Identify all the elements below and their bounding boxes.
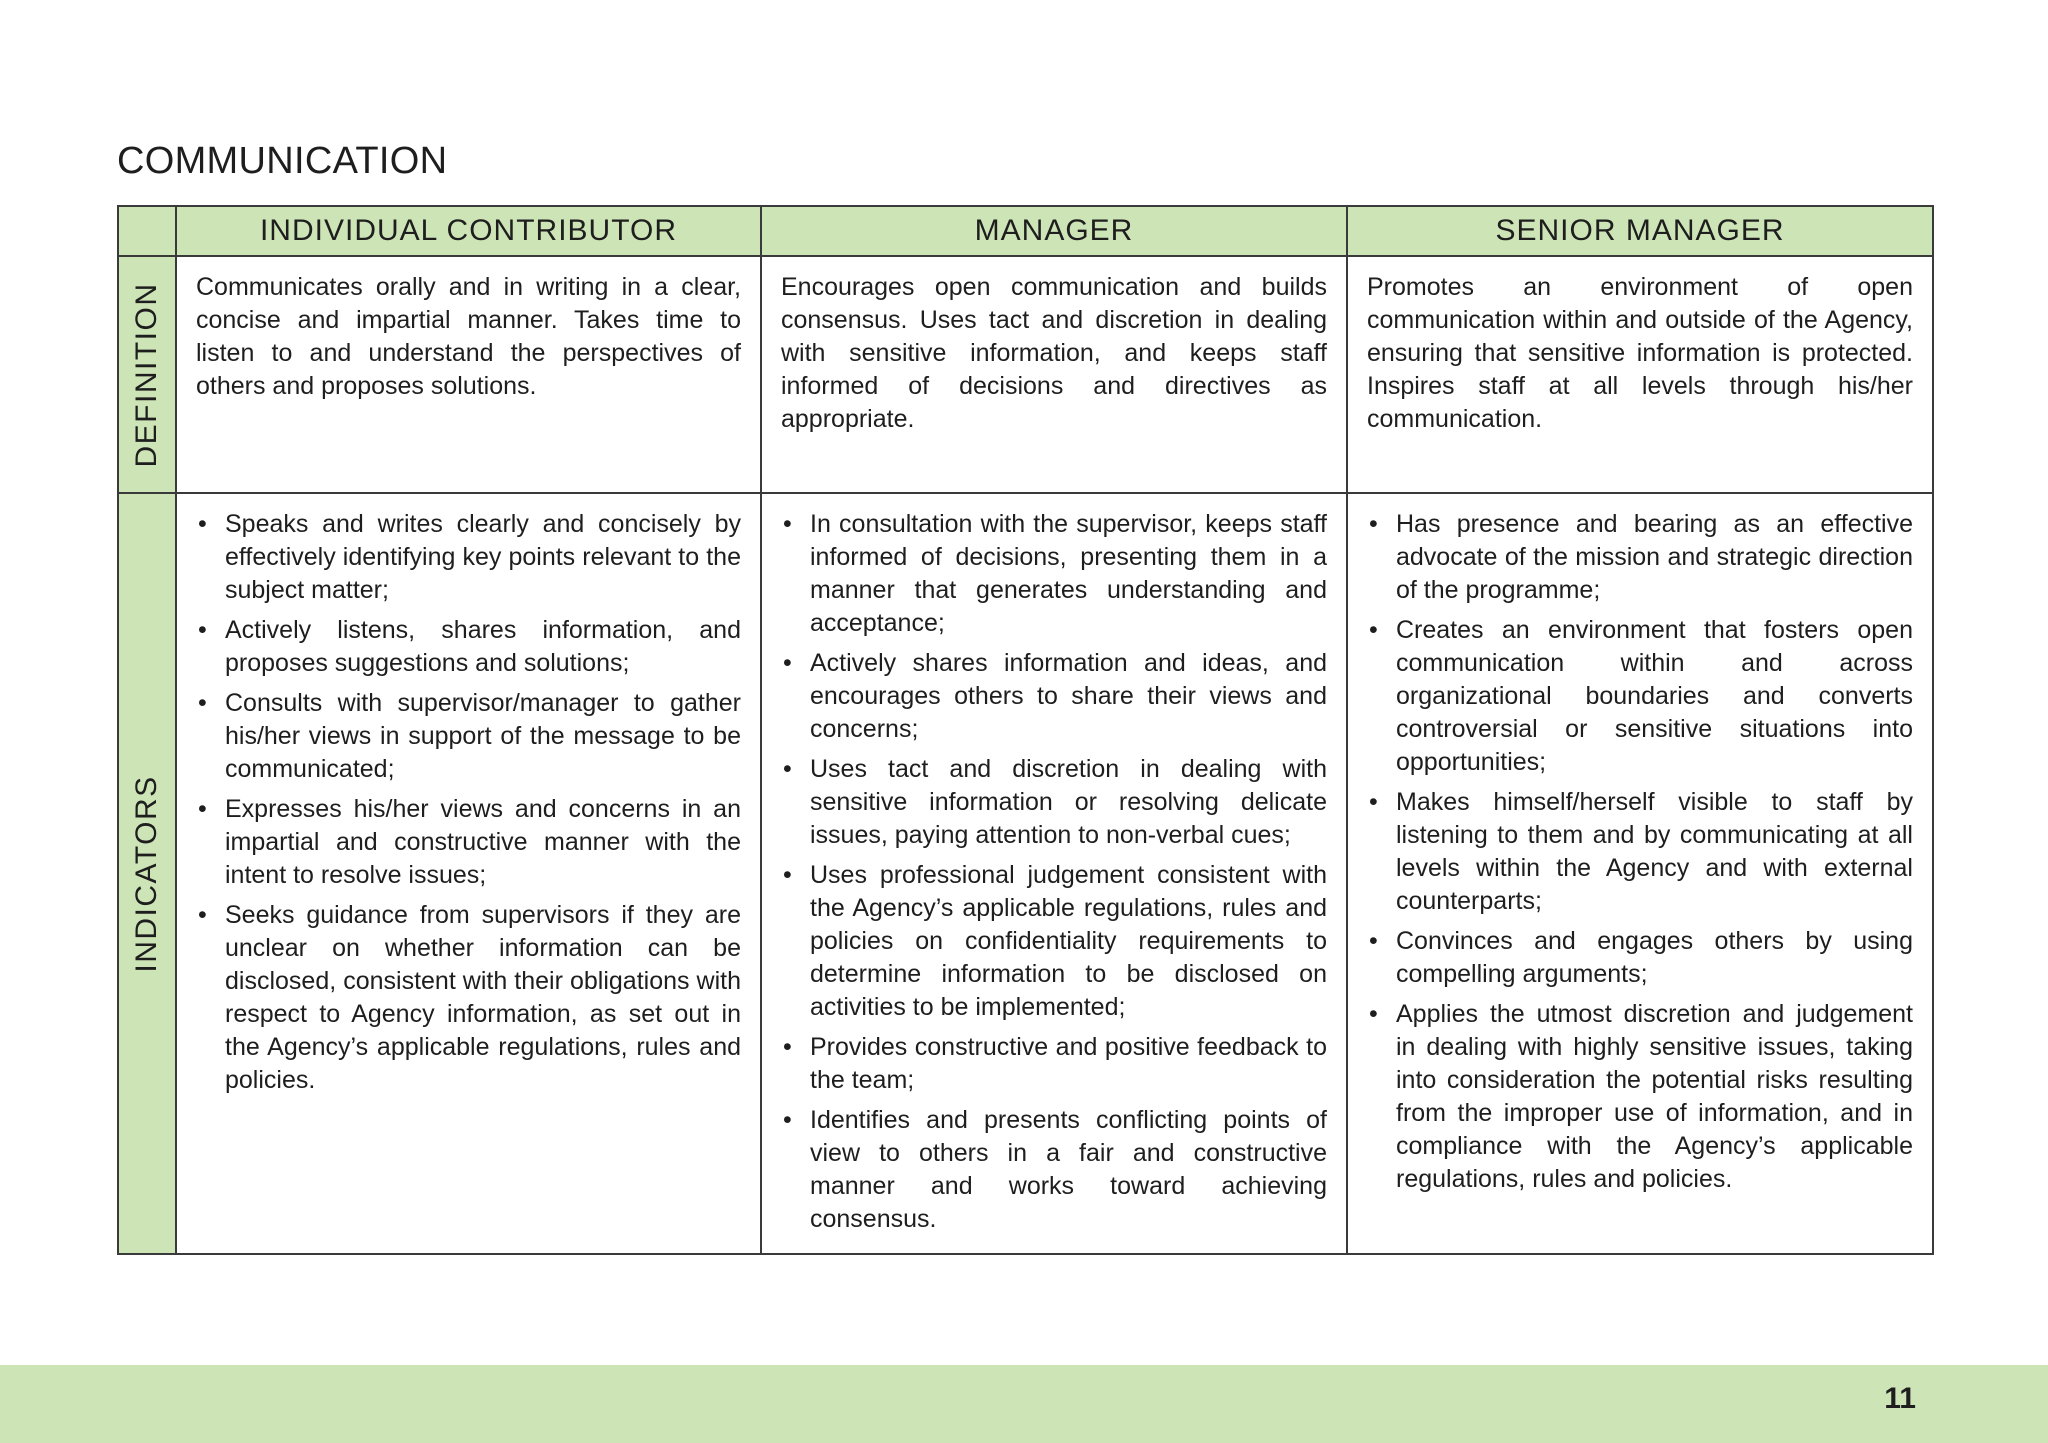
row-label-definition — [118, 256, 176, 493]
indicators-manager — [761, 493, 1347, 1254]
row-label-definition-text: DEFINITION — [130, 282, 163, 467]
indicator-item: • Seeks guidance from supervisors if they are unclear on whether information can be disclosed, consistent with their obligations with respect to Agency information, as set out in the Agency’s applicable regulations, rules and policies. — [196, 899, 741, 1097]
definition-manager — [761, 256, 1347, 493]
indicator-list — [781, 508, 1327, 1236]
indicator-item: • Convinces and engages others by using compelling arguments; — [1367, 925, 1913, 991]
indicators-row — [118, 493, 1933, 1254]
indicator-item: • Applies the utmost discretion and judgement in dealing with highly sensitive issues, taking into consideration the potential risks resulting from the improper use of information, and in compliance with the Agency’s applicable regulations, rules and policies. — [1367, 998, 1913, 1196]
indicator-item: • Consults with supervisor/manager to gather his/her views in support of the message to be communicated; — [196, 687, 741, 786]
indicator-item: • Actively listens, shares information, and proposes suggestions and solutions; — [196, 614, 741, 680]
page-number: 11 — [1884, 1382, 1916, 1415]
definition-row — [118, 256, 1933, 493]
indicators-senior-manager — [1347, 493, 1933, 1254]
indicator-item: • Provides constructive and positive feedback to the team; — [781, 1031, 1327, 1097]
row-label-indicators-text: INDICATORS — [130, 774, 163, 973]
definition-text: Promotes an environment of open communication within and outside of the Agency, ensuring that sensitive information is protected. Inspires staff at all levels through his/her communication. — [1367, 273, 1913, 433]
indicator-item: • Uses tact and discretion in dealing with sensitive information or resolving delicate issues, paying attention to non-verbal cues; — [781, 753, 1327, 852]
definition-individual-contributor — [176, 256, 761, 493]
indicator-item: • Actively shares information and ideas, and encourages others to share their views and concerns; — [781, 647, 1327, 746]
table-header-row — [118, 206, 1933, 256]
indicator-item: • Makes himself/herself visible to staff by listening to them and by communicating at all levels within the Agency and with external counterparts; — [1367, 786, 1913, 918]
indicator-item: • In consultation with the supervisor, keeps staff informed of decisions, presenting them in a manner that generates understanding and acceptance; — [781, 508, 1327, 640]
indicators-individual-contributor — [176, 493, 761, 1254]
indicator-list — [1367, 508, 1913, 1196]
indicator-item: • Speaks and writes clearly and concisely by effectively identifying key points relevant to the subject matter; — [196, 508, 741, 607]
indicator-item: • Uses professional judgement consistent with the Agency’s applicable regulations, rules and policies on confidentiality requirements to determine information to be disclosed on activities to be implemented; — [781, 859, 1327, 1024]
indicator-item: • Identifies and presents conflicting points of view to others in a fair and constructive manner and works toward achieving consensus. — [781, 1104, 1327, 1236]
row-label-indicators — [118, 493, 176, 1254]
definition-text: Encourages open communication and builds consensus. Uses tact and discretion in dealing with sensitive information, and keeps staff informed of decisions and directives as appropriate. — [781, 273, 1327, 433]
indicator-item: • Has presence and bearing as an effective advocate of the mission and strategic direction of the programme; — [1367, 508, 1913, 607]
corner-cell — [118, 206, 176, 256]
definition-senior-manager — [1347, 256, 1933, 493]
competency-table — [117, 205, 1934, 1255]
footer-band — [0, 1365, 2048, 1443]
page-title: COMMUNICATION — [117, 140, 448, 182]
definition-text: Communicates orally and in writing in a clear, concise and impartial manner. Takes time to listen to and understand the perspectives of others and proposes solutions. — [196, 273, 741, 400]
column-header-manager: MANAGER — [761, 206, 1347, 256]
column-header-senior-manager: SENIOR MANAGER — [1347, 206, 1933, 256]
column-header-individual-contributor: INDIVIDUAL CONTRIBUTOR — [176, 206, 761, 256]
indicator-item: • Expresses his/her views and concerns in an impartial and constructive manner with the intent to resolve issues; — [196, 793, 741, 892]
indicator-item: • Creates an environment that fosters open communication within and across organizational boundaries and converts controversial or sensitive situations into opportunities; — [1367, 614, 1913, 779]
indicator-list — [196, 508, 741, 1097]
